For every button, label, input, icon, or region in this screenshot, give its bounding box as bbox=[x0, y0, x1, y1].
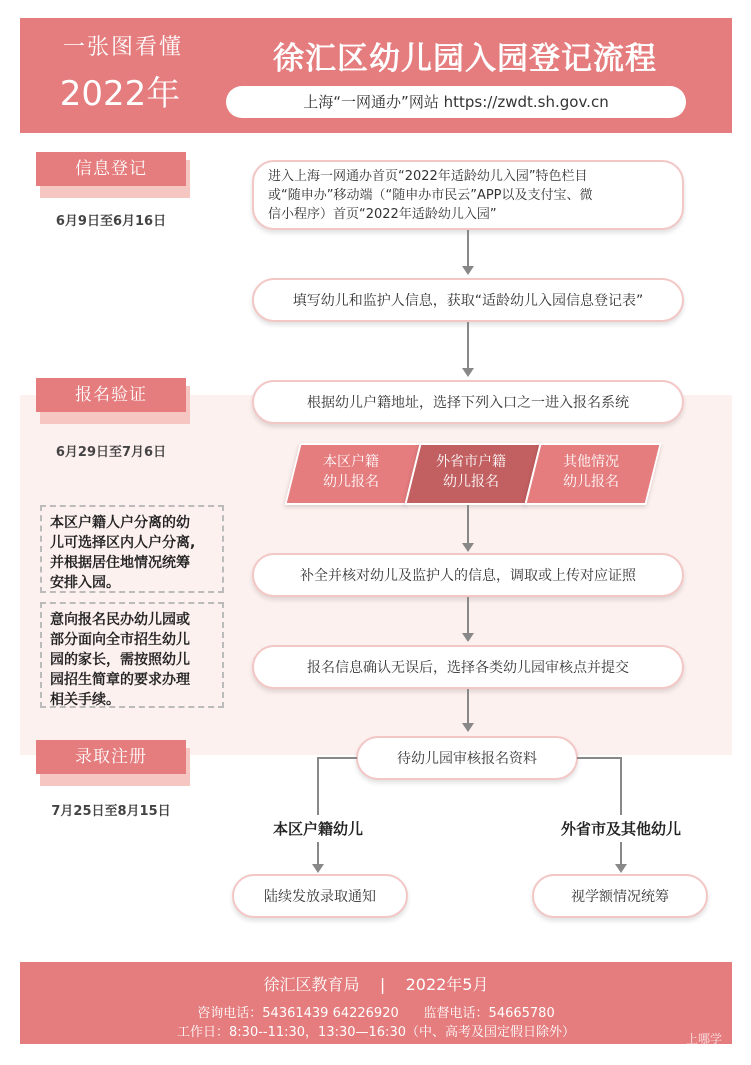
step-submit: 报名信息确认无误后，选择各类幼儿园审核点并提交 bbox=[252, 645, 684, 689]
section-date-register: 6月9日至6月16日 bbox=[55, 214, 167, 229]
step-fill-info: 填写幼儿和监护人信息，获取“适龄幼儿入园信息登记表” bbox=[252, 278, 684, 322]
flow-arrow bbox=[620, 842, 622, 866]
entry-other-province[interactable] bbox=[412, 452, 530, 492]
note-private-kindergarten bbox=[40, 602, 224, 708]
flow-arrowhead bbox=[462, 266, 474, 275]
page-title: 徐汇区幼儿园入园登记流程 bbox=[273, 41, 657, 77]
note-line: 并根据居住地情况统筹 bbox=[50, 555, 190, 571]
note-line: 安排入园。 bbox=[50, 575, 120, 591]
entry-line: 外省市户籍 bbox=[436, 454, 506, 470]
footer-organization: 徐汇区教育局 | 2022年5月 bbox=[263, 975, 489, 994]
website-link[interactable]: 上海“一网通办”网站 https://zwdt.sh.gov.cn bbox=[226, 86, 686, 118]
note-line: 相关手续。 bbox=[50, 692, 120, 708]
entry-line: 幼儿报名 bbox=[563, 474, 619, 490]
result-quota-arrangement: 视学额情况统筹 bbox=[532, 874, 708, 918]
branch-line-right bbox=[577, 757, 621, 759]
result-admission-notice: 陆续发放录取通知 bbox=[232, 874, 408, 918]
entry-line: 本区户籍 bbox=[323, 454, 379, 470]
note-line: 儿可选择区内人户分离, bbox=[50, 535, 196, 551]
note-line: 意向报名民办幼儿园或 bbox=[50, 612, 190, 628]
note-household-separation bbox=[40, 505, 224, 593]
step-line: 进入上海一网通办首页“2022年适龄幼儿入园”特色栏目 bbox=[268, 168, 588, 184]
flow-arrowhead bbox=[462, 633, 474, 642]
step-enter-portal bbox=[252, 160, 684, 230]
flow-arrowhead bbox=[462, 368, 474, 377]
branch-label-other: 外省市及其他幼儿 bbox=[560, 820, 681, 838]
flow-arrow bbox=[467, 230, 469, 268]
step-line: 信小程序）首页“2022年适龄幼儿入园” bbox=[268, 206, 497, 222]
note-line: 园招生简章的要求办理 bbox=[50, 672, 190, 688]
footer-hours: 工作日：8:30--11:30，13:30—16:30（中、高考及国定假日除外） bbox=[177, 1025, 575, 1040]
entry-other-situation[interactable] bbox=[532, 452, 650, 492]
flow-arrowhead bbox=[462, 543, 474, 552]
flow-arrowhead bbox=[462, 723, 474, 732]
watermark: 上哪学 bbox=[686, 1032, 723, 1046]
entry-local-household[interactable] bbox=[292, 452, 410, 492]
entry-line: 幼儿报名 bbox=[323, 474, 379, 490]
branch-label-local: 本区户籍幼儿 bbox=[272, 820, 363, 838]
section-label-register: 信息登记 bbox=[36, 152, 186, 186]
step-line: 或“随申办”移动端（“随申办市民云”APP以及支付宝、微 bbox=[268, 187, 593, 203]
step-await-review: 待幼儿园审核报名资料 bbox=[356, 736, 578, 780]
step-complete-info: 补全并核对幼儿及监护人的信息，调取或上传对应证照 bbox=[252, 553, 684, 597]
step-choose-entry: 根据幼儿户籍地址，选择下列入口之一进入报名系统 bbox=[252, 380, 684, 424]
section-date-admission: 7月25日至8月15日 bbox=[51, 804, 171, 819]
branch-line-left-down bbox=[317, 757, 319, 815]
note-line: 本区户籍人户分离的幼 bbox=[50, 515, 190, 531]
branch-line-left bbox=[317, 757, 357, 759]
entry-line: 幼儿报名 bbox=[443, 474, 499, 490]
flow-arrow bbox=[467, 322, 469, 370]
flow-arrowhead bbox=[615, 864, 627, 873]
header-tag: 一张图看懂 bbox=[62, 35, 183, 60]
flow-arrow bbox=[467, 597, 469, 635]
flow-arrow bbox=[317, 842, 319, 866]
note-line: 部分面向全市招生幼儿 bbox=[50, 632, 190, 648]
flow-arrow bbox=[467, 505, 469, 545]
flow-arrow bbox=[467, 689, 469, 725]
entry-line: 其他情况 bbox=[563, 454, 619, 470]
branch-line-right-down bbox=[620, 757, 622, 815]
section-date-verify: 6月29日至7月6日 bbox=[55, 445, 167, 460]
section-label-verify: 报名验证 bbox=[36, 378, 186, 412]
footer-phones: 咨询电话：54361439 64226920 监督电话：54665780 bbox=[197, 1006, 555, 1021]
note-line: 园的家长，需按照幼儿 bbox=[50, 652, 190, 668]
flow-arrowhead bbox=[312, 864, 324, 873]
section-label-admission: 录取注册 bbox=[36, 740, 186, 774]
header-year: 2022年 bbox=[59, 74, 181, 114]
